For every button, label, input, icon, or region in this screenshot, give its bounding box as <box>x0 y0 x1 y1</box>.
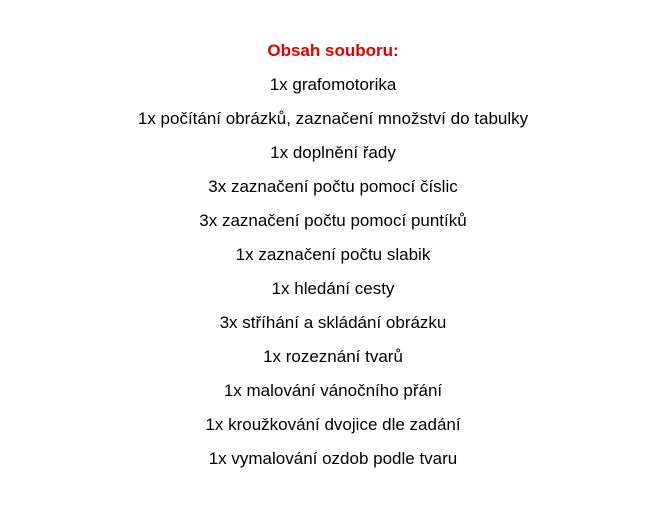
list-item: 1x doplnění řady <box>270 143 396 162</box>
list-item: 1x vymalování ozdob podle tvaru <box>208 449 458 468</box>
contents-list <box>0 72 666 472</box>
list-item: 1x zaznačení počtu slabik <box>235 245 431 264</box>
list-item: 1x malování vánočního přání <box>223 381 443 400</box>
list-item: 3x zaznačení počtu pomocí puntíků <box>199 211 467 230</box>
list-item: 1x grafomotorika <box>269 75 397 94</box>
contents-title: Obsah souboru: <box>267 41 399 60</box>
list-item: 1x počítání obrázků, zaznačení množství do tabulky <box>137 109 529 128</box>
file-contents-section <box>0 38 666 480</box>
list-item: 1x rozeznání tvarů <box>263 347 403 366</box>
list-item: 3x stříhání a skládání obrázku <box>219 313 447 332</box>
list-item: 1x kroužkování dvojice dle zadání <box>205 415 461 434</box>
list-item: 1x hledání cesty <box>271 279 395 298</box>
list-item: 3x zaznačení počtu pomocí číslic <box>208 177 458 196</box>
